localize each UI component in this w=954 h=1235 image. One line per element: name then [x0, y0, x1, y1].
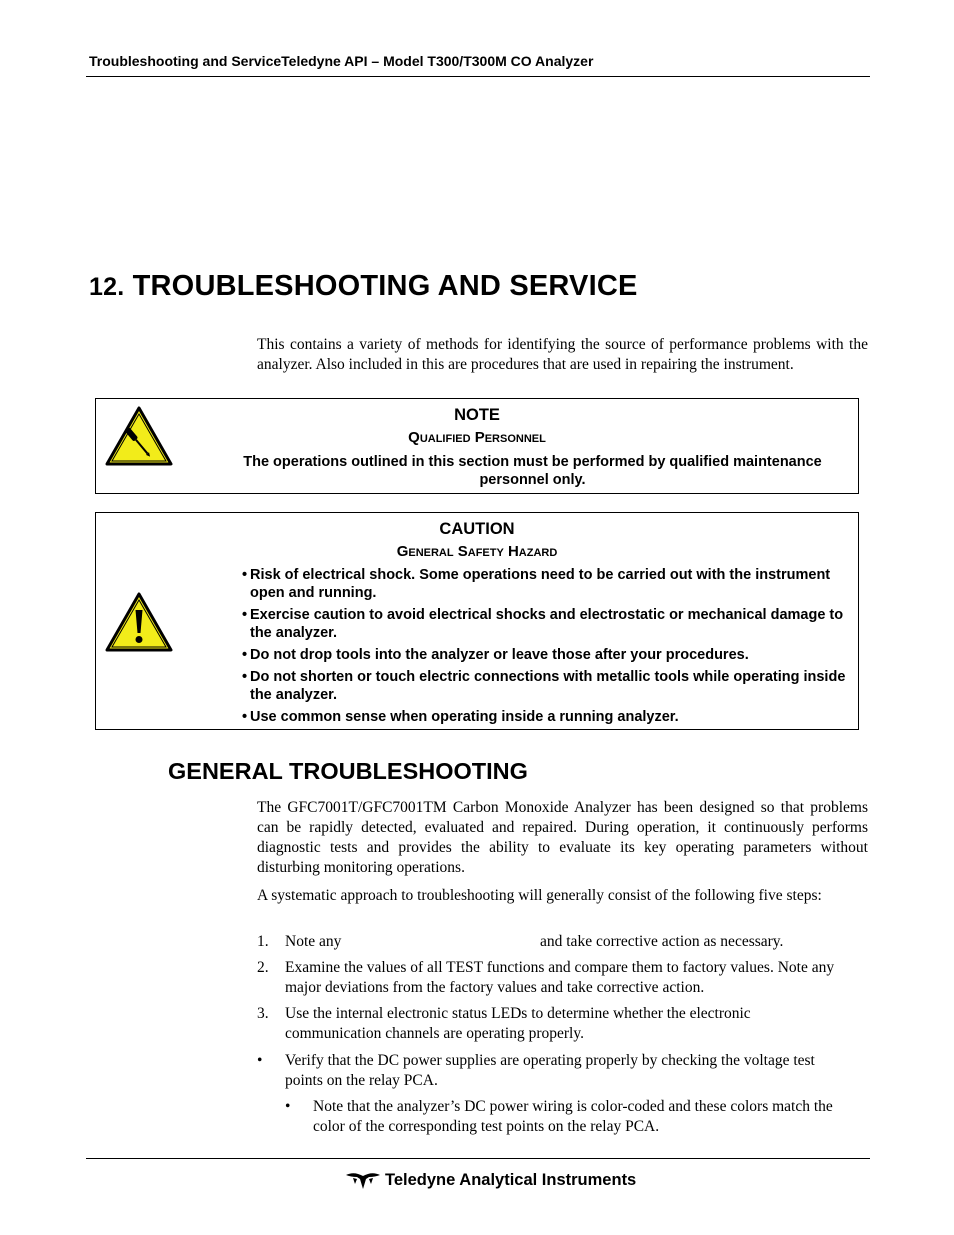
step-marker: 3. [257, 1005, 269, 1022]
step-marker: 2. [257, 959, 269, 976]
chapter-number: 12. [89, 273, 125, 301]
caution-item: • Do not drop tools into the analyzer or leave those after your procedures. [242, 647, 749, 663]
note-title: NOTE [454, 406, 500, 424]
bullet-text: Verify that the DC power supplies are operating properly by checking the voltage test points on the relay PCA. [285, 1052, 815, 1089]
footer [345, 1168, 636, 1192]
note-subtitle: Qualified Personnel [408, 429, 546, 446]
bullet-icon: • [285, 1098, 291, 1115]
step-marker: 1. [257, 933, 269, 950]
exclamation-warning-icon [104, 591, 174, 658]
footer-company: Teledyne Analytical Instruments [385, 1170, 637, 1189]
section-heading: GENERAL TROUBLESHOOTING [168, 758, 528, 784]
caution-item: • Risk of electrical shock. Some operations need to be carried out with the instrument open and running. [242, 567, 831, 601]
caution-list [242, 566, 852, 730]
note-body: The operations outlined in this section must be performed by qualified maintenance personnel only. [243, 454, 822, 488]
teledyne-logo-icon [345, 1170, 381, 1190]
troubleshooting-paragraph: The GFC7001T/GFC7001TM Carbon Monoxide Analyzer has been designed so that problems can be rapidly detected, evaluated and repaired. During operation, it continuously performs diagnostic tests and provides the ability to evaluate its key operating parameters without disturbing monitoring operations. [257, 799, 868, 876]
step-text: Examine the values of all TEST functions and compare them to factory values. Note any major deviations from the factory values and take corrective action. [285, 959, 835, 996]
bullet-icon: • [242, 709, 248, 725]
footer-rule [86, 1158, 870, 1159]
bullet-text: Note that the analyzer’s DC power wiring is color-coded and these colors match the color of the corresponding test points on the relay PCA. [313, 1098, 833, 1135]
caution-item: • Exercise caution to avoid electrical shocks and electrostatic or mechanical damage to the analyzer. [242, 607, 844, 641]
caution-item: • Do not shorten or touch electric connections with metallic tools while operating inside the analyzer. [242, 669, 846, 703]
bullet-icon: • [242, 647, 248, 663]
bullet-icon: • [242, 567, 248, 583]
caution-title: CAUTION [439, 520, 515, 538]
note-box [95, 398, 859, 494]
chapter-title [89, 270, 638, 303]
chapter-title-text: TROUBLESHOOTING AND SERVICE [132, 270, 638, 302]
steps-intro: A systematic approach to troubleshooting will generally consist of the following five steps: [257, 887, 822, 904]
intro-paragraph: This contains a variety of methods for identifying the source of performance problems with the analyzer. Also included in this are procedures that are used in repairing the instrument. [257, 336, 868, 373]
step-text-continued: and take corrective action as necessary. [540, 933, 784, 950]
bullet-icon: • [242, 669, 248, 685]
caution-subtitle: General Safety Hazard [396, 543, 558, 560]
step-text: Use the internal electronic status LEDs to determine whether the electronic communication channels are operating properly. [285, 1005, 751, 1042]
step-text: Note any [285, 933, 342, 950]
header-rule [86, 76, 870, 77]
running-header: Troubleshooting and ServiceTeledyne API – Model T300/T300M CO Analyzer [89, 53, 594, 69]
bullet-icon: • [257, 1052, 263, 1069]
caution-item: • Use common sense when operating inside a running analyzer. [242, 709, 679, 725]
bullet-icon: • [242, 607, 248, 623]
caution-box [95, 512, 859, 730]
